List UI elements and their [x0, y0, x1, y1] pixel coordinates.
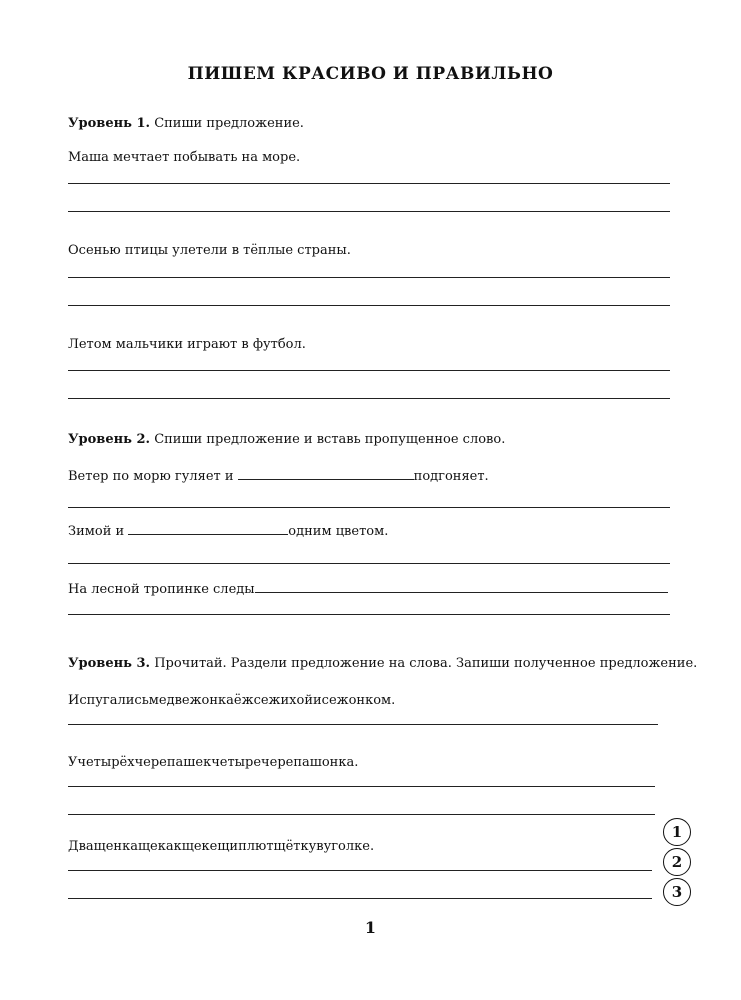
level-marker-1: 1	[663, 818, 691, 846]
fill-blank	[238, 467, 414, 480]
fill-blank	[255, 580, 668, 593]
writing-line	[68, 614, 670, 615]
writing-line	[68, 786, 655, 787]
level-marker-3: 3	[663, 878, 691, 906]
item-text-after: подгоняет.	[413, 469, 489, 484]
level-3-item-2: Учетырёхчерепашекчетыречерепашонка.	[68, 755, 359, 770]
level-1-task: Спиши предложение.	[150, 116, 304, 131]
level-1-label: Уровень 1.	[68, 116, 151, 131]
fill-blank	[128, 522, 288, 535]
level-3-item-1: Испугалисьмедвежонкаёжсежихойисежонком.	[68, 693, 396, 708]
level-3-label: Уровень 3.	[68, 656, 151, 671]
writing-line	[68, 211, 670, 212]
level-3-item-3: Дващенкащекакщекещиплютщёткувуголке.	[68, 839, 375, 854]
item-text-before: Ветер по морю гуляет и	[68, 469, 238, 484]
item-text-before: Зимой и	[68, 524, 129, 539]
item-text-after: одним цветом.	[288, 524, 389, 539]
level-3-heading	[68, 656, 697, 671]
writing-line	[68, 507, 670, 508]
writing-line	[68, 898, 652, 899]
level-1-sentence-1: Маша мечтает побывать на море.	[68, 150, 301, 165]
level-2-item-3	[68, 580, 668, 597]
level-2-task: Спиши предложение и вставь пропущенное слово.	[150, 432, 506, 447]
writing-line	[68, 724, 658, 725]
writing-line	[68, 305, 670, 306]
level-2-heading	[68, 432, 505, 447]
page-title: ПИШЕМ КРАСИВО И ПРАВИЛЬНО	[187, 64, 554, 84]
level-1-sentence-3: Летом мальчики играют в футбол.	[68, 337, 306, 352]
level-2-label: Уровень 2.	[68, 432, 151, 447]
item-text-before: На лесной тропинке следы	[68, 582, 255, 597]
writing-line	[68, 870, 652, 871]
level-1-heading	[68, 116, 304, 131]
writing-line	[68, 563, 670, 564]
writing-line	[68, 183, 670, 184]
page-number: 1	[364, 918, 377, 937]
level-1-sentence-2: Осенью птицы улетели в тёплые страны.	[68, 243, 351, 258]
level-2-item-1	[68, 467, 489, 484]
writing-line	[68, 814, 655, 815]
level-3-task: Прочитай. Раздели предложение на слова. Запиши полученное предложение.	[150, 656, 698, 671]
writing-line	[68, 370, 670, 371]
level-2-item-2	[68, 522, 388, 539]
writing-line	[68, 277, 670, 278]
level-marker-2: 2	[663, 848, 691, 876]
writing-line	[68, 398, 670, 399]
